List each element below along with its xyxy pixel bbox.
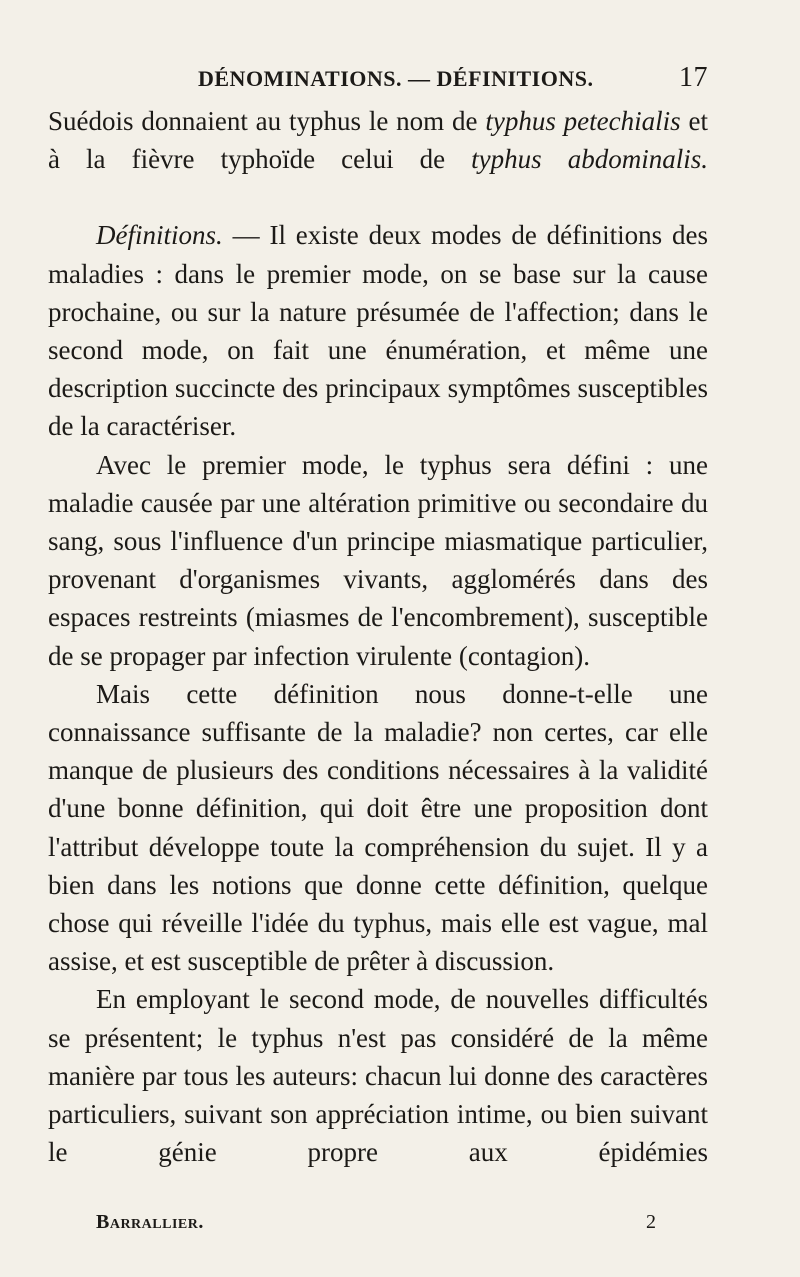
running-header [198, 62, 708, 94]
signature-mark: 2 [646, 1211, 656, 1233]
page-number: 17 [679, 62, 708, 93]
paragraph-second-mode: En employant le second mode, de nouvelles difficultés se présentent; le typhus n'est pas considéré de la même manière par tous les auteurs: chacun lui donne des caractères particuliers, suivant son appréciation intime, ou bien suivant le génie propre aux épidémies [48, 984, 708, 1168]
paragraph-critique: Mais cette définition nous donne-t-elle une connaissance suffisante de la maladie? non certes, car elle manque de plusieurs des conditions nécessaires à la validité d'une bonne définition, qui doit être une proposition dont l'attribut développe toute la compréhension du sujet. Il y a bien dans les notions que donne cette définition, quelque chose qui réveille l'idée du typhus, mais elle est vague, mal assise, et est susceptible de prêter à discussion. [48, 678, 708, 977]
body-text [48, 102, 708, 1171]
running-title: DÉNOMINATIONS. — DÉFINITIONS. [198, 66, 594, 91]
paragraph-continuation: Suédois donnaient au typhus le nom de typhus petechialis et à la fièvre typhoïde celui de typhus abdominalis. [48, 106, 708, 175]
section-heading: Définitions. [96, 220, 223, 251]
paragraph-definitions: Définitions. — Il existe deux modes de définitions des maladies : dans le premier mode, on se base sur la cause prochaine, ou sur la nature présumée de l'affection; dans le second mode, on fait une énumération, et même une description succincte des principaux symptômes susceptibles de la caractériser. [48, 220, 708, 442]
printer-signature: Barrallier. [96, 1211, 204, 1233]
paragraph-first-mode: Avec le premier mode, le typhus sera défini : une maladie causée par une altération primitive ou secondaire du sang, sous l'influence d'un principe miasmatique particulier, provenant d'organismes vivants, agglomérés dans des espaces restreints (miasmes de l'encombrement), susceptible de se propager par infection virulente (contagion). [48, 449, 708, 671]
footer [96, 1211, 656, 1234]
